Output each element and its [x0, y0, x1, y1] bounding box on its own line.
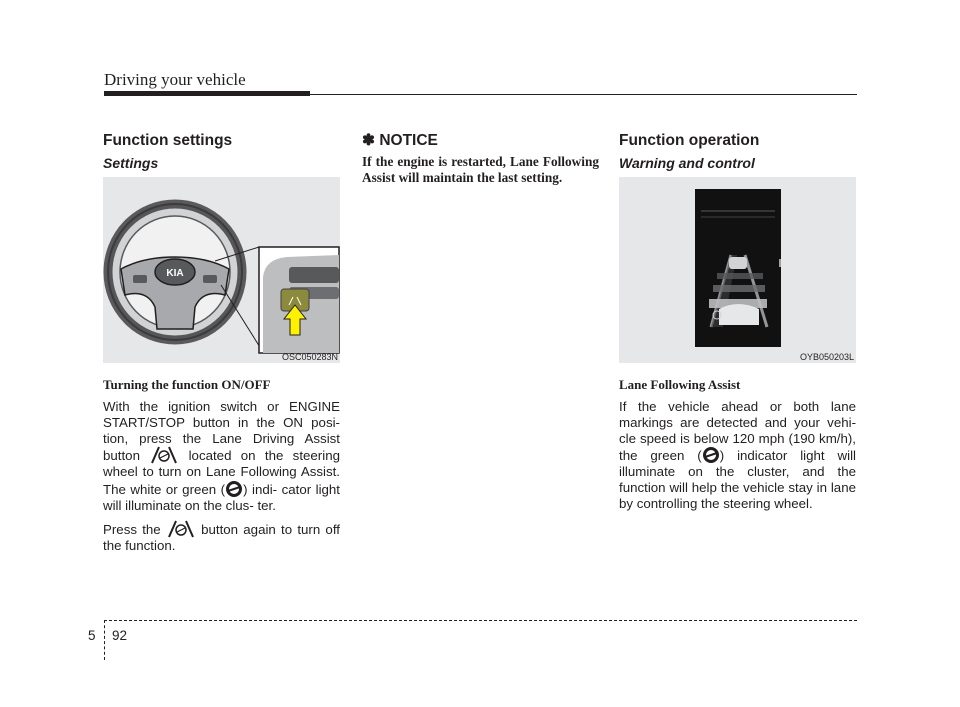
figure-code: OYB050203L [799, 352, 854, 362]
notice-title [362, 130, 599, 152]
text-fragment: ) indi- cator light will illuminate on the clus- ter. [103, 482, 341, 514]
footer-rule [104, 620, 857, 621]
cluster-display-figure [619, 177, 856, 363]
steering-wheel-illustration [103, 177, 340, 363]
steering-indicator-icon [702, 446, 720, 464]
steering-wheel-figure [103, 177, 340, 363]
heading-on-off: Turning the function ON/OFF [103, 377, 271, 392]
page-number: 92 [112, 628, 128, 643]
steering-indicator-icon [225, 480, 243, 498]
text-fragment: Press the [103, 521, 166, 537]
paragraph-operation [619, 399, 856, 512]
text-fragment: With the ignition switch or ENGINE START/STOP button in the ON posi- tion, press the Lane Driving Assist button [103, 399, 340, 464]
chapter-number: 5 [88, 628, 96, 643]
column-notice [362, 130, 599, 186]
heading-lane-following-assist: Lane Following Assist [619, 377, 741, 392]
subtitle-warning-control: Warning and control [619, 155, 755, 171]
section-title-function-operation: Function operation [619, 132, 760, 149]
figure-code: OSC050283N [281, 352, 338, 362]
lane-driving-assist-icon [149, 446, 179, 464]
text-fragment: If the vehicle ahead or both lane markings are detected and your vehi- cle speed is below 120 mph (190 km/h), the green ( [619, 399, 856, 464]
subtitle-settings: Settings [103, 155, 159, 171]
column-function-operation [619, 130, 856, 512]
svg-text:KIA: KIA [166, 268, 184, 279]
paragraph-turn-off [103, 520, 340, 554]
cluster-display-illustration [619, 177, 856, 363]
paragraph-turn-on [103, 399, 340, 514]
lane-driving-assist-icon [166, 520, 196, 538]
section-title-function-settings: Function settings [103, 132, 233, 149]
footer-vertical-rule [104, 620, 105, 660]
running-header: Driving your vehicle [104, 70, 246, 89]
notice-title-text: NOTICE [379, 132, 438, 149]
notice-body: If the engine is restarted, Lane Following Assist will maintain the last setting. [362, 154, 599, 185]
notice-star-icon: ✽ [362, 132, 375, 149]
text-fragment: button again to turn off the function. [103, 521, 340, 553]
header-rule-thick [104, 91, 310, 96]
text-fragment: located on the steering wheel to turn on Lane Following Assist. The white or green ( [103, 448, 340, 498]
column-function-settings [103, 130, 340, 554]
text-fragment: ) indicator light will illuminate on the cluster, and the function will help the vehicle stay in lane by controlling the steering wheel. [619, 448, 856, 511]
header-rule-thin [310, 94, 857, 95]
